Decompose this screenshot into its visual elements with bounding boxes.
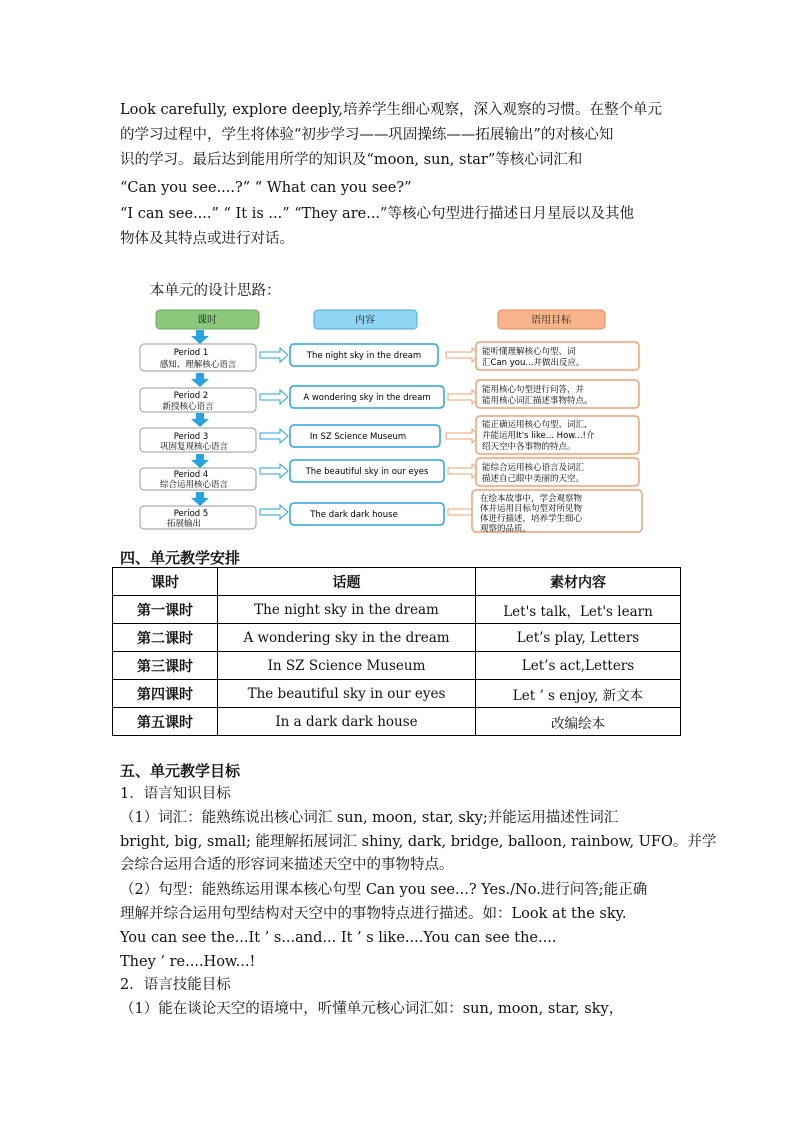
subsection-1-title: 1．语言知识目标 [120,786,231,802]
down-arrow [191,454,209,468]
table-cell: 第二课时 [113,624,218,652]
table-row [113,652,681,680]
goal-1-line-1: 能听懂理解核心句型、词 [482,347,576,357]
content-3-text: In SZ Science Museum [309,432,407,442]
table-cell: Let’s play, Letters [476,624,681,652]
right-arrow [260,348,288,362]
goal-2-line-2: 能用核心词汇描述事物特点。 [482,396,593,406]
period-1-desc: 感知、理解核心语言 [159,360,237,370]
table-cell: The night sky in the dream [218,596,476,624]
intro-line-3: 识的学习。最后达到能用所学的知识及“moon, sun, star”等核心词汇和 [120,152,583,168]
goal-4-line-1: 能综合运用核心语言及词汇 [482,463,585,473]
right-arrow [446,429,480,443]
section-5-title: 五、单元教学目标 [120,762,241,780]
table-cell: Let’s act,Letters [476,652,681,680]
goal-1-line-2: 汇Can you...并做出反应。 [482,358,585,368]
right-arrow [260,505,288,519]
period-3-label: Period 3 [173,432,209,442]
intro-line-6: 物体及其特点或进行对话。 [120,231,294,247]
design-title: 本单元的设计思路： [150,283,281,299]
goal-5-line-1: 在绘本故事中，学会观察物 [480,494,583,504]
table-cell: The beautiful sky in our eyes [218,680,476,708]
table-cell: Let ’ s enjoy, 新文本 [476,680,681,708]
table-cell: 第一课时 [113,596,218,624]
goal-5-line-2: 体并运用目标句型对所见物 [480,504,583,514]
table-cell: A wondering sky in the dream [218,624,476,652]
intro-line-4: “Can you see....?” “ What can you see?” [120,180,412,196]
table-cell: 改编绘本 [476,708,681,736]
table-header: 课时 [113,568,218,596]
down-arrow [191,330,209,344]
goal-5-line-3: 体进行描述，培养学生细心 [480,514,583,524]
goal-5-line-4: 观察的品质。 [480,524,532,534]
goal-3-line-2: 并能运用It's like... How...!介 [482,431,595,441]
diagram-header-goal-text: 语用目标 [531,315,571,326]
right-arrow [260,390,288,404]
down-arrow [191,413,209,427]
intro-line-2: 的学习过程中，学生将体验“初步学习——巩固操练——拓展输出”的对核心知 [120,127,614,143]
sentence-line-1: （2）句型：能熟练运用课本核心句型 Can you see...? Yes./No.进行问答;能正确 [120,882,648,898]
content-5-text: The dark dark house [310,510,398,520]
period-5-label: Period 5 [173,509,209,519]
table-cell: Let's talk，Let's learn [476,596,681,624]
table-header: 素材内容 [476,568,681,596]
vocab-line-1: （1）词汇：能熟练说出核心词汇 sun, moon, star, sky;并能运用描述性词汇 [120,810,619,826]
table-cell: 第三课时 [113,652,218,680]
design-flow-diagram [136,308,646,534]
down-arrow [191,373,209,387]
right-arrow [260,429,288,443]
sentence-line-3: You can see the...It ’ s...and... It ’ s like....You can see the.... [120,930,557,946]
period-4-label: Period 4 [173,470,209,480]
intro-line-1: Look carefully, explore deeply,培养学生细心观察，深入观察的习惯。在整个单元 [120,102,662,118]
period-2-desc: 新授核心语言 [162,402,214,412]
diagram-header-content-text: 内容 [355,315,375,326]
content-2-text: A wondering sky in the dream [303,393,431,403]
content-1-text: The night sky in the dream [306,351,422,361]
schedule-table [112,567,681,736]
goal-3-line-1: 能正确运用核心句型、词汇, [482,420,587,430]
table-header: 话题 [218,568,476,596]
sentence-line-2: 理解并综合运用句型结构对天空中的事物特点进行描述。如：Look at the sky. [120,906,627,922]
intro-line-5: “I can see....” “ It is ...” “They are...”等核心句型进行描述日月星辰以及其他 [120,206,634,222]
goal-2-line-1: 能用核心句型进行问答，并 [482,385,585,395]
right-arrow [260,464,288,478]
period-5-desc: 拓展输出 [166,519,202,529]
table-row [113,680,681,708]
section-4-title: 四、单元教学安排 [120,549,241,567]
goal-4-line-2: 描述自己眼中美丽的天空。 [482,474,585,484]
table-cell: In a dark dark house [218,708,476,736]
table-row [113,708,681,736]
content-4-text: The beautiful sky in our eyes [305,467,429,477]
diagram-header-period-text: 课时 [197,315,217,326]
period-4-desc: 综合运用核心语言 [159,480,229,490]
vocab-line-2: bright, big, small; 能理解拓展词汇 shiny, dark, bridge, balloon, rainbow, UFO。并学 [120,834,717,850]
skill-line-1: （1）能在谈论天空的语境中，听懂单元核心词汇如：sun, moon, star, sky， [120,1001,624,1017]
table-cell: 第四课时 [113,680,218,708]
table-cell: 第五课时 [113,708,218,736]
right-arrow [448,464,480,478]
subsection-2-title: 2．语言技能目标 [120,977,231,993]
down-arrow [191,492,209,506]
right-arrow [446,348,480,362]
period-2-label: Period 2 [173,391,209,401]
table-cell: In SZ Science Museum [218,652,476,680]
table-header-row [113,568,681,596]
table-row [113,624,681,652]
table-row [113,596,681,624]
vocab-line-3: 会综合运用合适的形容词来描述天空中的事物特点。 [120,857,454,873]
period-3-desc: 巩固复现核心语言 [159,442,229,452]
sentence-line-4: They ’ re....How...! [120,954,256,970]
goal-3-line-3: 绍天空中各事物的特点。 [482,442,576,452]
period-1-label: Period 1 [173,348,209,358]
right-arrow [448,390,480,404]
